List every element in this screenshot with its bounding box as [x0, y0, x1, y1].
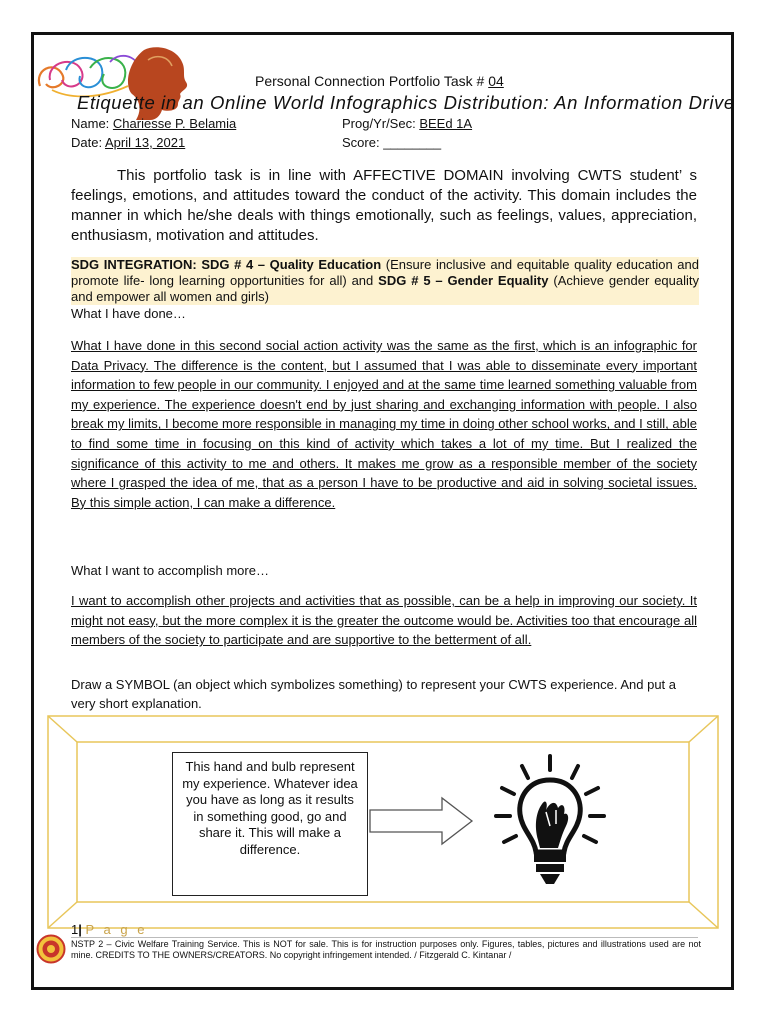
- sdg-5-label: SDG # 5 – Gender Equality: [378, 273, 549, 288]
- task-header: [255, 73, 504, 89]
- score-value: ________: [383, 135, 442, 150]
- prog-row: [342, 116, 472, 131]
- section-done-body: What I have done in this second social action activity was the same as the first, which is an infographic for Data Privacy. The difference is the content, but I assumed that I was able to disseminate every important information to few people in our community. I enjoyed and at the same time learned something valuable from my experience. The experience doesn't end by just sharing and exchanging information with people. I also break my limits, I become more responsible in managing my time in doing other school works, and I still, able to find some time in focusing on this kind of activity which takes a lot of my time. But I realized the significance of this activity to me and others. It makes me grow as a responsible member of the society where I grasped the idea of me, that as a person I have to be productive and aid in solving societal issues. By this simple action, I can make a difference.: [71, 338, 697, 510]
- symbol-caption: This hand and bulb represent my experience. Whatever idea you have as long as it results in something good, go and share it. This will make a difference.: [182, 759, 358, 857]
- date-value: April 13, 2021: [104, 135, 186, 150]
- section-accomplish-body: I want to accomplish other projects and activities that as possible, can be a help in improving our society. It might not easy, but the more complex it is the greater the outcome would be. Activities too that encourage all members of the society to participate and are supportive to the betterment of all.: [71, 593, 697, 648]
- date-row: [71, 135, 185, 150]
- page-word: P a g e: [85, 922, 148, 937]
- symbol-caption-box: [172, 752, 368, 896]
- sdg-4-label: SDG INTEGRATION: SDG # 4 – Quality Education: [71, 257, 382, 272]
- intro-text: This portfolio task is in line with AFFECTIVE DOMAIN involving CWTS student’ s feelings, emotions, and attitudes toward the conduct of the activity. This domain includes the manner in which he/she deals with things emotionally, such as feelings, values, appreciation, enthusiasm, motivation and attitudes.: [71, 167, 697, 244]
- section-done-heading: What I have done…: [71, 306, 186, 321]
- task-number: 04: [488, 73, 504, 89]
- name-row: [71, 116, 236, 131]
- name-value: Chariesse P. Belamia: [112, 116, 237, 131]
- sdg-integration: [71, 257, 699, 305]
- sdg-5-text: (Achieve gender equality and empower all women and girls): [71, 273, 700, 304]
- hand-lightbulb-icon: [490, 752, 610, 892]
- footer-disclaimer: NSTP 2 – Civic Welfare Training Service. This is NOT for sale. This is for instruction purposes only. Figures, tables, pictures and illustrations used are not mine. CREDITS TO THE OWNERS/CREATORS. No copyright infringement intended. / Fitzgerald C. Kintanar /: [71, 939, 701, 960]
- name-label: Name:: [71, 116, 110, 131]
- prog-value: BEEd 1A: [419, 116, 473, 131]
- right-arrow-icon: [368, 796, 476, 846]
- footer-divider: [71, 937, 698, 938]
- prog-label: Prog/Yr/Sec:: [342, 116, 416, 131]
- task-label: Personal Connection Portfolio Task #: [255, 73, 485, 89]
- section-accomplish-heading: What I want to accomplish more…: [71, 563, 269, 578]
- date-label: Date:: [71, 135, 103, 150]
- sdg-4-text: (Ensure inclusive and equitable quality education and promote life- long learning opportunities for all) and: [71, 257, 699, 288]
- symbol-instruction: Draw a SYMBOL (an object which symbolizes something) to represent your CWTS experience. And put a very short explanation.: [71, 677, 677, 711]
- page-number-value: 1: [71, 922, 79, 937]
- document-title: Etiquette in an Online World Infographics Distribution: An Information Drive: [77, 92, 735, 113]
- score-label: Score:: [342, 135, 380, 150]
- page-number: 1| P a g e: [71, 922, 148, 937]
- intro-paragraph: [71, 166, 697, 246]
- school-seal-icon: [36, 934, 66, 964]
- score-row: [342, 135, 441, 150]
